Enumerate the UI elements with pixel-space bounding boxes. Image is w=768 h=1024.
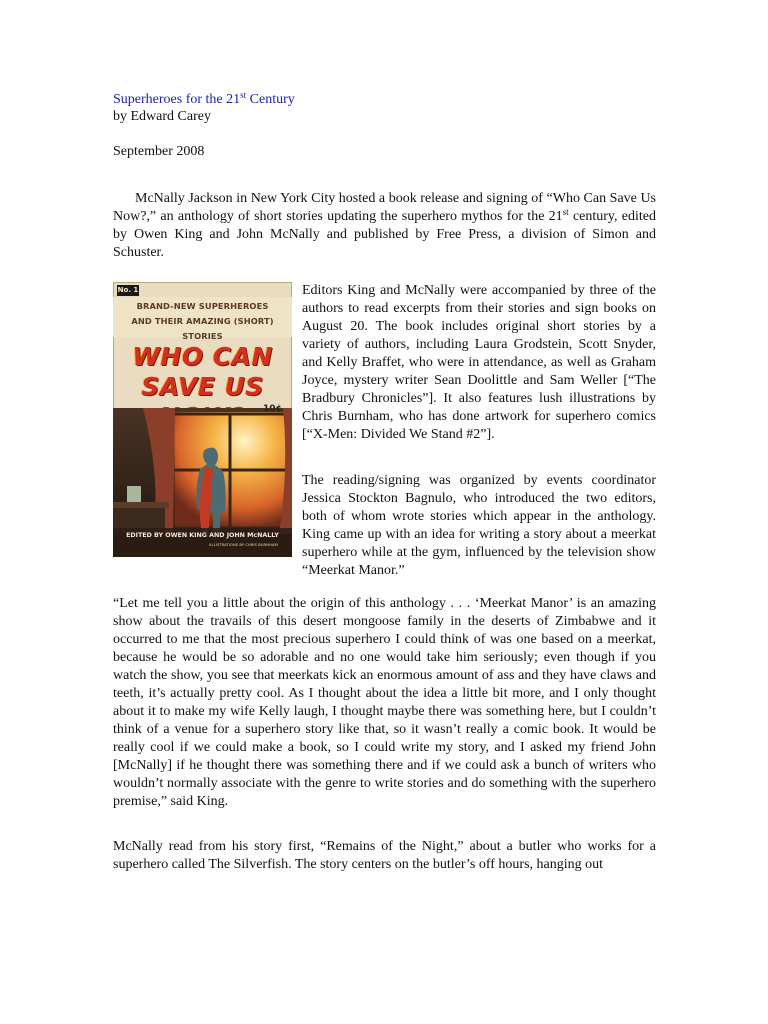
paragraph-intro-text-2: century, edited by Owen King and John McNally and published by Free Press, a division of Simon and Schuster.: [113, 209, 656, 260]
cover-tagline: [113, 299, 292, 344]
article-title-end: Century: [246, 92, 295, 107]
publication-date: September 2008: [113, 144, 205, 159]
article-title-text: Superheroes for the 21: [113, 92, 241, 107]
paragraph-quote: “Let me tell you a little about the origin of this anthology . . . ‘Meerkat Manor’ is an amazing show about the travails of this desert mongoose family in the deserts of Zimbabwe and it occurred to me that the most precious superhero I could think of was one based on a meerkat, because he would be so adorable and no one would take him seriously; even though if you watch the show, you see that meerkats kick an enormous amount of ass and they have claws and teeth, it’s actually pretty cool. As I thought about the idea a little bit more, and I only thought about it to make my wife Kelly laugh, I thought maybe there was something here, but I couldn’t think of a venue for a superhero story like that, so it wasn’t really a comic book. It would be really cool if we could make a book, so I could write my story, and I asked my friend John [McNally] if he thought there was something there and if we could ask a bunch of writers who wouldn’t normally associate with the genre to write stories and do something with the superhero premise,” said King.: [113, 596, 656, 809]
paragraph-organizer: The reading/signing was organized by events coordinator Jessica Stockton Bagnulo, who introduced the two editors, both of whom wrote stories which appear in the anthology. King came up with an idea for writing a story about a meerkat superhero while at the gym, influenced by the television show “Meerkat Manor.”: [302, 473, 656, 578]
paragraph-mcnally-reading: McNally read from his story first, “Remains of the Night,” about a butler who works for a superhero called The Silverfish. The story centers on the butler’s off hours, hanging out: [113, 839, 656, 872]
document-page: [113, 0, 656, 1024]
cover-tagline-line-1: BRAND-NEW SUPERHEROES: [136, 301, 269, 311]
paragraph-intro-superscript: st: [562, 207, 569, 217]
paragraph-intro: [113, 190, 656, 262]
cover-issue-badge: No. 1: [117, 286, 139, 294]
cover-editors-credit: EDITED BY OWEN KING AND JOHN McNALLY: [126, 532, 279, 539]
cover-tagline-line-2: AND THEIR AMAZING (SHORT) STORIES: [131, 316, 274, 341]
cover-headline-line-1: WHO CAN: [132, 342, 273, 371]
article-title[interactable]: [113, 91, 295, 109]
cover-illustrator-credit: ILLUSTRATIONS BY CHRIS BURNHAM: [209, 542, 278, 547]
art-lamp: [127, 486, 141, 502]
paragraph-intro-text-1: McNally Jackson in New York City hosted a book release and signing of “Who Can Save Us Now?,” an anthology of short stories updating the superhero mythos for the 21: [113, 191, 656, 224]
book-cover-image: [113, 282, 292, 557]
art-desk-top: [113, 502, 169, 508]
paragraph-editors: Editors King and McNally were accompanied by three of the authors to read excerpts from their stories and sign books on August 20. The book includes original short stories by a variety of authors, including Laura Grodstein, Scott Snyder, and Kelly Braffet, who were in attendance, as well as Graham Joyce, mystery writer Sean Doolittle and Sam Weller [“The Bradbury Chronicles”]. It also features lush illustrations by Chris Burnham, who has done artwork for superhero comics [“X-Men: Divided We Stand #2”].: [302, 283, 656, 442]
cover-price: 10¢: [263, 404, 282, 414]
byline: by Edward Carey: [113, 109, 211, 124]
article-title-superscript: st: [240, 90, 247, 100]
cover-headline-line-2: SAVE US: [141, 372, 264, 401]
